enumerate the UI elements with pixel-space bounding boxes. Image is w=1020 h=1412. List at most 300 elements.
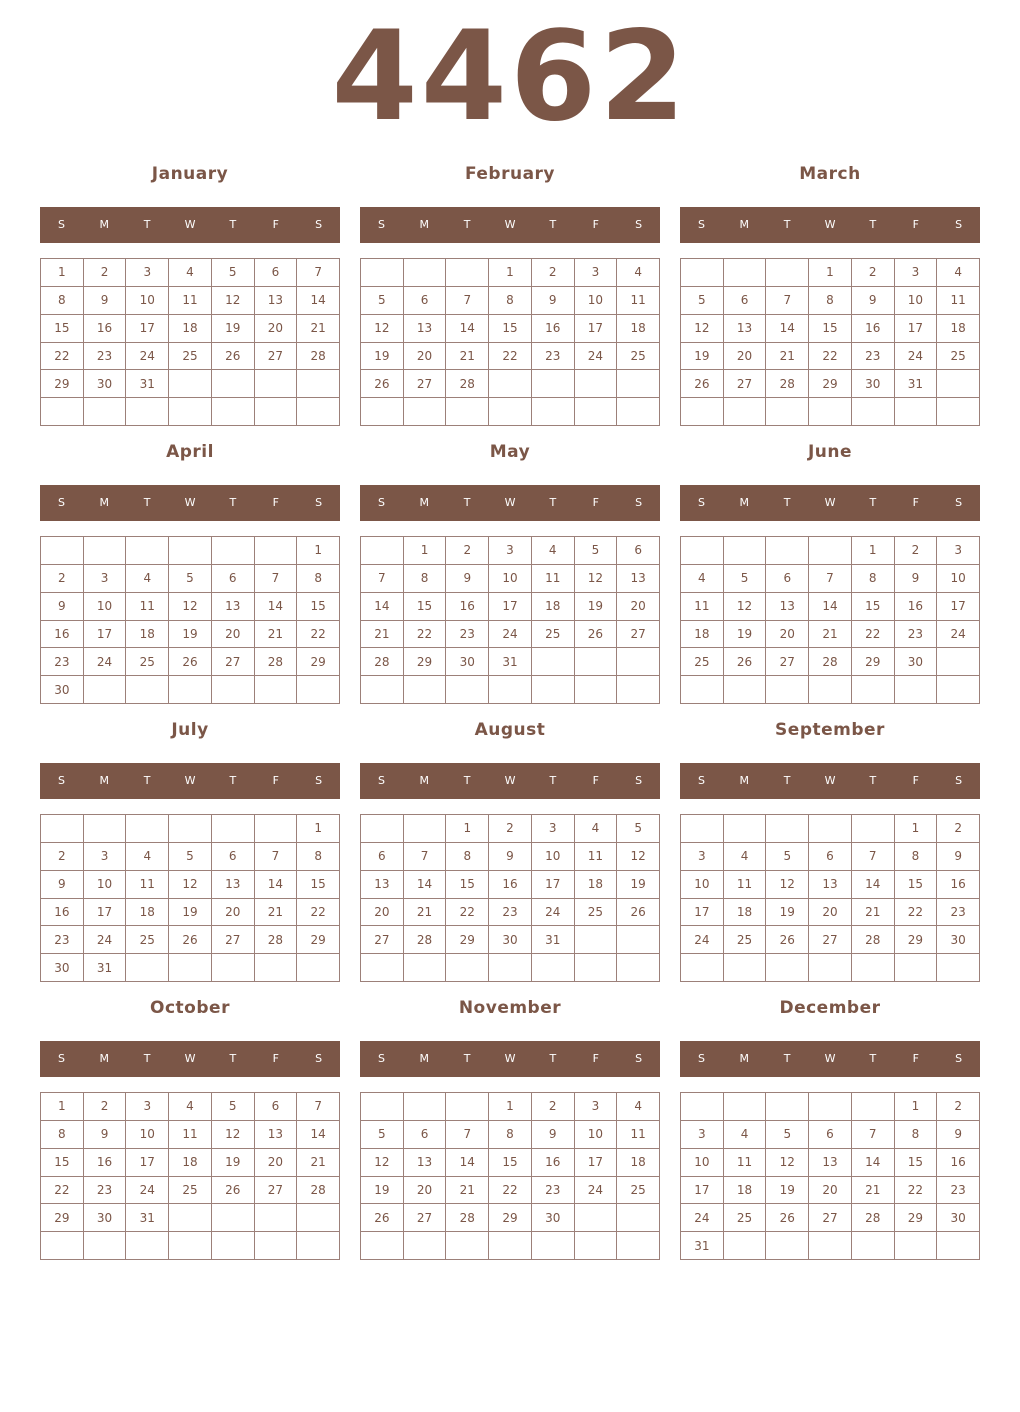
day-cell[interactable]: 14 (297, 287, 340, 315)
day-cell[interactable]: 21 (446, 343, 489, 371)
day-cell[interactable]: 6 (255, 1093, 298, 1121)
day-cell[interactable]: 10 (895, 287, 938, 315)
day-cell[interactable]: 25 (126, 648, 169, 676)
day-cell[interactable]: 5 (766, 1121, 809, 1149)
day-cell[interactable]: 5 (169, 843, 212, 871)
day-cell[interactable]: 7 (809, 565, 852, 593)
day-cell[interactable]: 11 (126, 871, 169, 899)
day-cell[interactable]: 27 (809, 1204, 852, 1232)
day-cell[interactable]: 3 (575, 1093, 618, 1121)
day-cell[interactable]: 20 (404, 1177, 447, 1205)
day-cell[interactable]: 8 (809, 287, 852, 315)
day-cell[interactable]: 4 (126, 843, 169, 871)
day-cell[interactable]: 25 (937, 343, 980, 371)
day-cell[interactable]: 26 (212, 1177, 255, 1205)
day-cell[interactable]: 9 (84, 1121, 127, 1149)
day-cell[interactable]: 16 (84, 1149, 127, 1177)
day-cell[interactable]: 26 (766, 1204, 809, 1232)
day-cell[interactable]: 9 (446, 565, 489, 593)
day-cell[interactable]: 18 (681, 621, 724, 649)
day-cell[interactable]: 16 (84, 315, 127, 343)
day-cell[interactable]: 5 (766, 843, 809, 871)
day-cell[interactable]: 17 (575, 1149, 618, 1177)
day-cell[interactable]: 1 (41, 259, 84, 287)
day-cell[interactable]: 31 (532, 926, 575, 954)
day-cell[interactable]: 15 (895, 1149, 938, 1177)
day-cell[interactable]: 27 (724, 370, 767, 398)
day-cell[interactable]: 15 (852, 593, 895, 621)
day-cell[interactable]: 12 (766, 1149, 809, 1177)
day-cell[interactable]: 2 (84, 1093, 127, 1121)
day-cell[interactable]: 28 (852, 1204, 895, 1232)
day-cell[interactable]: 22 (809, 343, 852, 371)
day-cell[interactable]: 12 (169, 593, 212, 621)
day-cell[interactable]: 24 (681, 1204, 724, 1232)
day-cell[interactable]: 26 (361, 1204, 404, 1232)
day-cell[interactable]: 19 (766, 899, 809, 927)
day-cell[interactable]: 1 (297, 537, 340, 565)
day-cell[interactable]: 20 (255, 315, 298, 343)
day-cell[interactable]: 3 (489, 537, 532, 565)
day-cell[interactable]: 18 (617, 315, 660, 343)
day-cell[interactable]: 24 (126, 1177, 169, 1205)
day-cell[interactable]: 7 (255, 843, 298, 871)
day-cell[interactable]: 23 (84, 1177, 127, 1205)
day-cell[interactable]: 24 (937, 621, 980, 649)
day-cell[interactable]: 5 (212, 259, 255, 287)
day-cell[interactable]: 5 (212, 1093, 255, 1121)
day-cell[interactable]: 7 (404, 843, 447, 871)
day-cell[interactable]: 4 (169, 1093, 212, 1121)
day-cell[interactable]: 17 (84, 621, 127, 649)
day-cell[interactable]: 13 (724, 315, 767, 343)
day-cell[interactable]: 3 (126, 259, 169, 287)
day-cell[interactable]: 28 (446, 370, 489, 398)
day-cell[interactable]: 29 (297, 926, 340, 954)
day-cell[interactable]: 25 (681, 648, 724, 676)
day-cell[interactable]: 11 (617, 287, 660, 315)
day-cell[interactable]: 13 (404, 1149, 447, 1177)
day-cell[interactable]: 2 (852, 259, 895, 287)
day-cell[interactable]: 26 (169, 926, 212, 954)
day-cell[interactable]: 1 (809, 259, 852, 287)
day-cell[interactable]: 15 (41, 1149, 84, 1177)
day-cell[interactable]: 18 (724, 1177, 767, 1205)
day-cell[interactable]: 30 (852, 370, 895, 398)
day-cell[interactable]: 13 (404, 315, 447, 343)
day-cell[interactable]: 11 (169, 1121, 212, 1149)
day-cell[interactable]: 29 (41, 1204, 84, 1232)
day-cell[interactable]: 8 (41, 1121, 84, 1149)
day-cell[interactable]: 14 (446, 315, 489, 343)
day-cell[interactable]: 27 (617, 621, 660, 649)
day-cell[interactable]: 27 (404, 370, 447, 398)
day-cell[interactable]: 13 (212, 593, 255, 621)
day-cell[interactable]: 7 (766, 287, 809, 315)
day-cell[interactable]: 2 (489, 815, 532, 843)
day-cell[interactable]: 13 (809, 1149, 852, 1177)
day-cell[interactable]: 5 (361, 1121, 404, 1149)
day-cell[interactable]: 4 (126, 565, 169, 593)
day-cell[interactable]: 31 (126, 1204, 169, 1232)
day-cell[interactable]: 16 (532, 1149, 575, 1177)
day-cell[interactable]: 20 (809, 899, 852, 927)
day-cell[interactable]: 3 (532, 815, 575, 843)
day-cell[interactable]: 22 (41, 1177, 84, 1205)
day-cell[interactable]: 25 (575, 899, 618, 927)
day-cell[interactable]: 12 (681, 315, 724, 343)
day-cell[interactable]: 30 (41, 676, 84, 704)
day-cell[interactable]: 7 (446, 287, 489, 315)
day-cell[interactable]: 27 (809, 926, 852, 954)
day-cell[interactable]: 23 (852, 343, 895, 371)
day-cell[interactable]: 27 (404, 1204, 447, 1232)
day-cell[interactable]: 28 (297, 343, 340, 371)
day-cell[interactable]: 16 (532, 315, 575, 343)
day-cell[interactable]: 30 (489, 926, 532, 954)
day-cell[interactable]: 11 (575, 843, 618, 871)
day-cell[interactable]: 16 (937, 1149, 980, 1177)
day-cell[interactable]: 30 (84, 1204, 127, 1232)
day-cell[interactable]: 12 (169, 871, 212, 899)
day-cell[interactable]: 24 (84, 648, 127, 676)
day-cell[interactable]: 18 (126, 899, 169, 927)
day-cell[interactable]: 11 (724, 1149, 767, 1177)
day-cell[interactable]: 9 (532, 287, 575, 315)
day-cell[interactable]: 18 (724, 899, 767, 927)
day-cell[interactable]: 22 (895, 899, 938, 927)
day-cell[interactable]: 21 (404, 899, 447, 927)
day-cell[interactable]: 22 (297, 621, 340, 649)
day-cell[interactable]: 12 (361, 1149, 404, 1177)
day-cell[interactable]: 18 (126, 621, 169, 649)
day-cell[interactable]: 16 (895, 593, 938, 621)
day-cell[interactable]: 28 (852, 926, 895, 954)
day-cell[interactable]: 8 (489, 1121, 532, 1149)
day-cell[interactable]: 16 (41, 899, 84, 927)
day-cell[interactable]: 4 (617, 259, 660, 287)
day-cell[interactable]: 6 (212, 565, 255, 593)
day-cell[interactable]: 26 (724, 648, 767, 676)
day-cell[interactable]: 14 (361, 593, 404, 621)
day-cell[interactable]: 1 (297, 815, 340, 843)
day-cell[interactable]: 2 (895, 537, 938, 565)
day-cell[interactable]: 30 (532, 1204, 575, 1232)
day-cell[interactable]: 20 (212, 899, 255, 927)
day-cell[interactable]: 16 (446, 593, 489, 621)
day-cell[interactable]: 10 (489, 565, 532, 593)
day-cell[interactable]: 29 (446, 926, 489, 954)
day-cell[interactable]: 22 (41, 343, 84, 371)
day-cell[interactable]: 20 (809, 1177, 852, 1205)
day-cell[interactable]: 16 (937, 871, 980, 899)
day-cell[interactable]: 12 (361, 315, 404, 343)
day-cell[interactable]: 17 (895, 315, 938, 343)
day-cell[interactable]: 5 (724, 565, 767, 593)
day-cell[interactable]: 8 (404, 565, 447, 593)
day-cell[interactable]: 13 (766, 593, 809, 621)
day-cell[interactable]: 16 (852, 315, 895, 343)
day-cell[interactable]: 10 (84, 871, 127, 899)
day-cell[interactable]: 15 (446, 871, 489, 899)
day-cell[interactable]: 5 (169, 565, 212, 593)
day-cell[interactable]: 26 (169, 648, 212, 676)
day-cell[interactable]: 13 (212, 871, 255, 899)
day-cell[interactable]: 21 (255, 899, 298, 927)
day-cell[interactable]: 19 (212, 1149, 255, 1177)
day-cell[interactable]: 12 (617, 843, 660, 871)
day-cell[interactable]: 1 (489, 259, 532, 287)
day-cell[interactable]: 21 (297, 1149, 340, 1177)
day-cell[interactable]: 24 (126, 343, 169, 371)
day-cell[interactable]: 12 (212, 287, 255, 315)
day-cell[interactable]: 17 (84, 899, 127, 927)
day-cell[interactable]: 13 (255, 1121, 298, 1149)
day-cell[interactable]: 8 (297, 565, 340, 593)
day-cell[interactable]: 11 (937, 287, 980, 315)
day-cell[interactable]: 19 (169, 899, 212, 927)
day-cell[interactable]: 22 (895, 1177, 938, 1205)
day-cell[interactable]: 23 (532, 1177, 575, 1205)
day-cell[interactable]: 18 (169, 1149, 212, 1177)
day-cell[interactable]: 8 (297, 843, 340, 871)
day-cell[interactable]: 26 (212, 343, 255, 371)
day-cell[interactable]: 21 (852, 899, 895, 927)
day-cell[interactable]: 21 (766, 343, 809, 371)
day-cell[interactable]: 16 (41, 621, 84, 649)
day-cell[interactable]: 4 (724, 1121, 767, 1149)
day-cell[interactable]: 7 (255, 565, 298, 593)
day-cell[interactable]: 23 (937, 1177, 980, 1205)
day-cell[interactable]: 21 (852, 1177, 895, 1205)
day-cell[interactable]: 25 (617, 343, 660, 371)
day-cell[interactable]: 4 (575, 815, 618, 843)
day-cell[interactable]: 29 (404, 648, 447, 676)
day-cell[interactable]: 18 (617, 1149, 660, 1177)
day-cell[interactable]: 23 (489, 899, 532, 927)
day-cell[interactable]: 19 (212, 315, 255, 343)
day-cell[interactable]: 3 (84, 565, 127, 593)
day-cell[interactable]: 13 (255, 287, 298, 315)
day-cell[interactable]: 23 (532, 343, 575, 371)
day-cell[interactable]: 25 (126, 926, 169, 954)
day-cell[interactable]: 15 (297, 593, 340, 621)
day-cell[interactable]: 2 (532, 259, 575, 287)
day-cell[interactable]: 14 (404, 871, 447, 899)
day-cell[interactable]: 21 (255, 621, 298, 649)
day-cell[interactable]: 2 (446, 537, 489, 565)
day-cell[interactable]: 6 (212, 843, 255, 871)
day-cell[interactable]: 23 (84, 343, 127, 371)
day-cell[interactable]: 28 (255, 648, 298, 676)
day-cell[interactable]: 4 (617, 1093, 660, 1121)
day-cell[interactable]: 3 (681, 843, 724, 871)
day-cell[interactable]: 1 (489, 1093, 532, 1121)
day-cell[interactable]: 28 (446, 1204, 489, 1232)
day-cell[interactable]: 14 (852, 871, 895, 899)
day-cell[interactable]: 17 (681, 1177, 724, 1205)
day-cell[interactable]: 8 (446, 843, 489, 871)
day-cell[interactable]: 18 (169, 315, 212, 343)
day-cell[interactable]: 23 (446, 621, 489, 649)
day-cell[interactable]: 26 (575, 621, 618, 649)
day-cell[interactable]: 22 (446, 899, 489, 927)
day-cell[interactable]: 25 (724, 1204, 767, 1232)
day-cell[interactable]: 19 (617, 871, 660, 899)
day-cell[interactable]: 17 (937, 593, 980, 621)
day-cell[interactable]: 30 (84, 370, 127, 398)
day-cell[interactable]: 31 (895, 370, 938, 398)
day-cell[interactable]: 1 (404, 537, 447, 565)
day-cell[interactable]: 21 (446, 1177, 489, 1205)
day-cell[interactable]: 2 (41, 565, 84, 593)
day-cell[interactable]: 10 (681, 1149, 724, 1177)
day-cell[interactable]: 23 (895, 621, 938, 649)
day-cell[interactable]: 18 (532, 593, 575, 621)
day-cell[interactable]: 7 (852, 843, 895, 871)
day-cell[interactable]: 27 (361, 926, 404, 954)
day-cell[interactable]: 1 (41, 1093, 84, 1121)
day-cell[interactable]: 22 (297, 899, 340, 927)
day-cell[interactable]: 12 (724, 593, 767, 621)
day-cell[interactable]: 3 (895, 259, 938, 287)
day-cell[interactable]: 2 (41, 843, 84, 871)
day-cell[interactable]: 24 (84, 926, 127, 954)
day-cell[interactable]: 6 (809, 843, 852, 871)
day-cell[interactable]: 23 (41, 926, 84, 954)
day-cell[interactable]: 26 (681, 370, 724, 398)
day-cell[interactable]: 29 (297, 648, 340, 676)
day-cell[interactable]: 10 (532, 843, 575, 871)
day-cell[interactable]: 31 (126, 370, 169, 398)
day-cell[interactable]: 28 (255, 926, 298, 954)
day-cell[interactable]: 25 (169, 343, 212, 371)
day-cell[interactable]: 19 (575, 593, 618, 621)
day-cell[interactable]: 26 (617, 899, 660, 927)
day-cell[interactable]: 10 (84, 593, 127, 621)
day-cell[interactable]: 9 (489, 843, 532, 871)
day-cell[interactable]: 4 (532, 537, 575, 565)
day-cell[interactable]: 1 (852, 537, 895, 565)
day-cell[interactable]: 5 (681, 287, 724, 315)
day-cell[interactable]: 24 (681, 926, 724, 954)
day-cell[interactable]: 29 (895, 926, 938, 954)
day-cell[interactable]: 15 (809, 315, 852, 343)
day-cell[interactable]: 9 (41, 593, 84, 621)
day-cell[interactable]: 23 (41, 648, 84, 676)
day-cell[interactable]: 11 (169, 287, 212, 315)
day-cell[interactable]: 27 (255, 343, 298, 371)
day-cell[interactable]: 17 (126, 315, 169, 343)
day-cell[interactable]: 4 (937, 259, 980, 287)
day-cell[interactable]: 3 (937, 537, 980, 565)
day-cell[interactable]: 19 (361, 343, 404, 371)
day-cell[interactable]: 28 (297, 1177, 340, 1205)
day-cell[interactable]: 1 (446, 815, 489, 843)
day-cell[interactable]: 5 (617, 815, 660, 843)
day-cell[interactable]: 10 (575, 287, 618, 315)
day-cell[interactable]: 22 (489, 1177, 532, 1205)
day-cell[interactable]: 7 (446, 1121, 489, 1149)
day-cell[interactable]: 4 (169, 259, 212, 287)
day-cell[interactable]: 17 (489, 593, 532, 621)
day-cell[interactable]: 20 (361, 899, 404, 927)
day-cell[interactable]: 14 (255, 593, 298, 621)
day-cell[interactable]: 20 (212, 621, 255, 649)
day-cell[interactable]: 6 (766, 565, 809, 593)
day-cell[interactable]: 15 (895, 871, 938, 899)
day-cell[interactable]: 3 (126, 1093, 169, 1121)
day-cell[interactable]: 4 (681, 565, 724, 593)
day-cell[interactable]: 21 (809, 621, 852, 649)
day-cell[interactable]: 2 (937, 1093, 980, 1121)
day-cell[interactable]: 11 (724, 871, 767, 899)
day-cell[interactable]: 24 (575, 1177, 618, 1205)
day-cell[interactable]: 27 (212, 648, 255, 676)
day-cell[interactable]: 19 (724, 621, 767, 649)
day-cell[interactable]: 9 (895, 565, 938, 593)
day-cell[interactable]: 28 (404, 926, 447, 954)
day-cell[interactable]: 31 (681, 1232, 724, 1260)
day-cell[interactable]: 21 (361, 621, 404, 649)
day-cell[interactable]: 9 (937, 843, 980, 871)
day-cell[interactable]: 9 (937, 1121, 980, 1149)
day-cell[interactable]: 16 (489, 871, 532, 899)
day-cell[interactable]: 21 (297, 315, 340, 343)
day-cell[interactable]: 30 (446, 648, 489, 676)
day-cell[interactable]: 25 (532, 621, 575, 649)
day-cell[interactable]: 7 (361, 565, 404, 593)
day-cell[interactable]: 2 (937, 815, 980, 843)
day-cell[interactable]: 5 (361, 287, 404, 315)
day-cell[interactable]: 26 (766, 926, 809, 954)
day-cell[interactable]: 30 (937, 926, 980, 954)
day-cell[interactable]: 5 (575, 537, 618, 565)
day-cell[interactable]: 11 (532, 565, 575, 593)
day-cell[interactable]: 1 (895, 815, 938, 843)
day-cell[interactable]: 8 (895, 843, 938, 871)
day-cell[interactable]: 12 (766, 871, 809, 899)
day-cell[interactable]: 3 (681, 1121, 724, 1149)
day-cell[interactable]: 25 (617, 1177, 660, 1205)
day-cell[interactable]: 17 (532, 871, 575, 899)
day-cell[interactable]: 6 (404, 1121, 447, 1149)
day-cell[interactable]: 31 (489, 648, 532, 676)
day-cell[interactable]: 13 (361, 871, 404, 899)
day-cell[interactable]: 6 (255, 259, 298, 287)
day-cell[interactable]: 13 (809, 871, 852, 899)
day-cell[interactable]: 14 (852, 1149, 895, 1177)
day-cell[interactable]: 29 (852, 648, 895, 676)
day-cell[interactable]: 19 (169, 621, 212, 649)
day-cell[interactable]: 18 (937, 315, 980, 343)
day-cell[interactable]: 11 (617, 1121, 660, 1149)
day-cell[interactable]: 6 (617, 537, 660, 565)
day-cell[interactable]: 1 (895, 1093, 938, 1121)
day-cell[interactable]: 19 (361, 1177, 404, 1205)
day-cell[interactable]: 20 (404, 343, 447, 371)
day-cell[interactable]: 12 (212, 1121, 255, 1149)
day-cell[interactable]: 4 (724, 843, 767, 871)
day-cell[interactable]: 28 (361, 648, 404, 676)
day-cell[interactable]: 20 (255, 1149, 298, 1177)
day-cell[interactable]: 24 (532, 899, 575, 927)
day-cell[interactable]: 10 (681, 871, 724, 899)
day-cell[interactable]: 3 (575, 259, 618, 287)
day-cell[interactable]: 15 (489, 1149, 532, 1177)
day-cell[interactable]: 11 (681, 593, 724, 621)
day-cell[interactable]: 7 (852, 1121, 895, 1149)
